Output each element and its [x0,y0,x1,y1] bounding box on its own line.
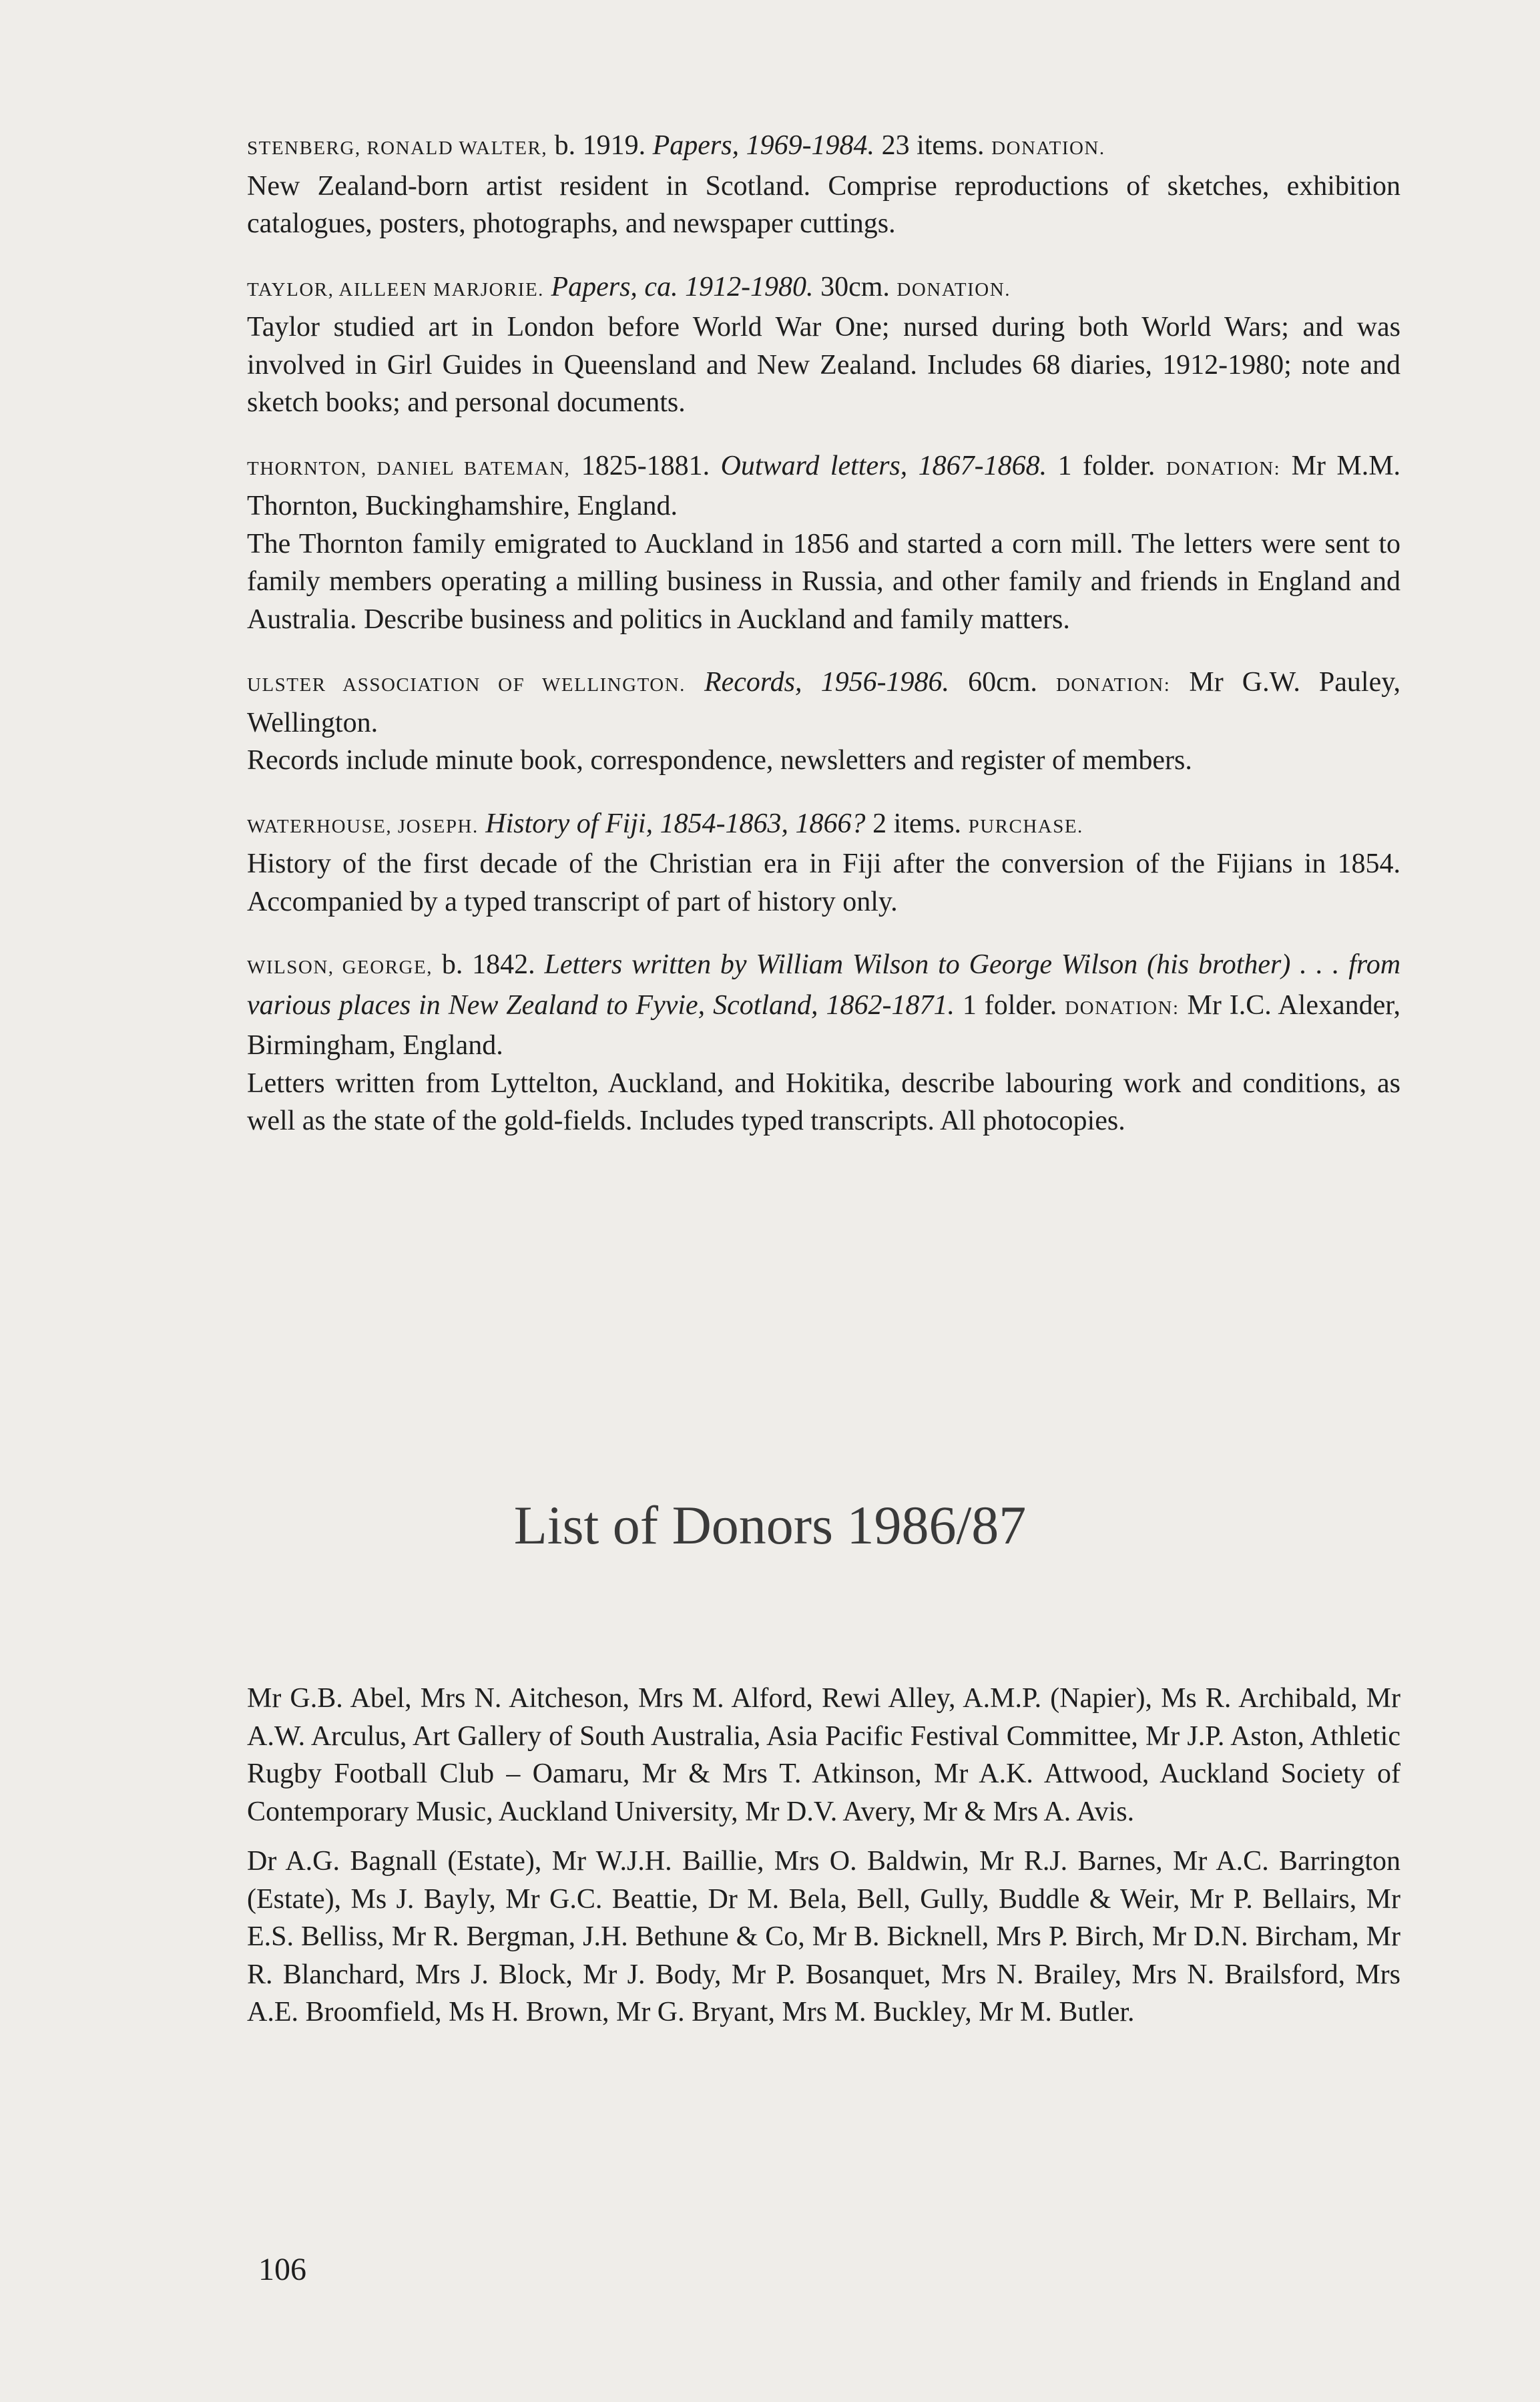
entry-name: WILSON, GEORGE, [247,957,433,978]
entry-extent: 23 items. [881,130,985,161]
entry-name: THORNTON, DANIEL BATEMAN, [247,457,571,479]
catalogue-entries [247,127,1400,1166]
catalogue-entry [247,805,1400,921]
entry-name: STENBERG, RONALD WALTER, [247,138,548,159]
donors-paragraph-a: Mr G.B. Abel, Mrs N. Aitcheson, Mrs M. Alford, Rewi Alley, A.M.P. (Napier), Ms R. Archibald, Mr A.W. Arculus, Art Gallery of South Australia, Asia Pacific Festival Committee, Mr J.P. Aston, Athletic Rugby Football Club – Oamaru, Mr & Mrs T. Atkinson, Mr A.K. Attwood, Auckland Society of Contemporary Music, Auckland University, Mr D.V. Avery, Mr & Mrs A. Avis. [247,1683,1400,1827]
entry-extent: 1 folder. [962,989,1057,1021]
entry-acquisition: DONATION: [1055,674,1171,696]
entry-dates: 1825-1881. [581,450,710,481]
entry-description: New Zealand-born artist resident in Scotland. Comprise reproductions of sketches, exhibition catalogues, posters, photographs, and newspaper cuttings. [247,170,1400,239]
entry-dates: b. 1842. [441,949,535,980]
entry-extent: 2 items. [872,808,962,839]
entry-heading [247,805,1400,846]
entry-heading [247,664,1400,742]
entry-acquisition: DONATION: [1166,457,1281,479]
catalogue-entry [247,447,1400,639]
entry-title: History of Fiji, 1854-1863, 1866? [485,808,866,839]
entry-name: WATERHOUSE, JOSEPH. [247,815,479,837]
entry-description: Records include minute book, correspondence, newsletters and register of members. [247,745,1192,776]
entry-heading [247,127,1400,168]
entry-extent: 30cm. [820,271,890,302]
entry-source: Mr I.C. Alexander, Birmingham, England. [247,989,1401,1061]
catalogue-entry [247,946,1400,1140]
entry-acquisition: DONATION. [896,278,1011,300]
donors-heading: List of Donors 1986/87 [513,1495,1027,1555]
entry-description: Letters written from Lyttelton, Auckland, and Hokitika, describe labouring work and conditions, as well as the state of the gold-fields. Includes typed transcripts. All photocopies. [247,1067,1400,1136]
entry-acquisition: DONATION: [1065,997,1180,1019]
entry-extent: 60cm. [968,667,1037,698]
entry-dates: b. 1919. [554,130,646,161]
donors-list [247,1680,1400,2044]
entry-acquisition: PURCHASE. [968,815,1083,837]
entry-title: Papers, 1969-1984. [652,130,875,161]
entry-title: Letters written by William Wilson to George Wilson (his brother) . . . from various places in New Zealand to Fyvie, Scotland, 1862-1871. [247,949,1401,1021]
entry-title: Outward letters, 1867-1868. [720,450,1047,481]
entry-title: Papers, ca. 1912-1980. [551,271,814,302]
entry-source: Mr M.M. Thornton, Buckinghamshire, England. [247,450,1401,521]
catalogue-entry [247,268,1400,422]
entry-title: Records, 1956-1986. [704,667,950,698]
donors-paragraph-b: Dr A.G. Bagnall (Estate), Mr W.J.H. Baillie, Mrs O. Baldwin, Mr R.J. Barnes, Mr A.C. Barrington (Estate), Ms J. Bayly, Mr G.C. Beattie, Dr M. Bela, Bell, Gully, Buddle & Weir, Mr P. Bellairs, Mr E.S. Belliss, Mr R. Bergman, J.H. Bethune & Co, Mr B. Bicknell, Mrs P. Birch, Mr D.N. Bircham, Mr R. Blanchard, Mrs J. Block, Mr J. Body, Mr P. Bosanquet, Mrs N. Brailey, Mrs N. Brailsford, Mrs A.E. Broomfield, Ms H. Brown, Mr G. Bryant, Mrs M. Buckley, Mr M. Butler. [247,1846,1400,2027]
entry-name: TAYLOR, AILLEEN MARJORIE. [247,278,544,300]
entry-name: ULSTER ASSOCIATION OF WELLINGTON. [247,674,686,696]
entry-heading [247,946,1400,1065]
entry-source: Mr G.W. Pauley, Wellington. [247,667,1401,738]
entry-acquisition: DONATION. [991,138,1105,159]
catalogue-entry [247,664,1400,780]
entry-description: History of the first decade of the Christian era in Fiji after the conversion of the Fijians in 1854. Accompanied by a typed transcript of part of history only. [247,849,1400,917]
catalogue-entry [247,127,1400,243]
page-number: 106 [258,2252,306,2287]
entry-heading [247,268,1400,309]
entry-description: Taylor studied art in London before World War One; nursed during both World Wars; and was involved in Girl Guides in Queensland and New Zealand. Includes 68 diaries, 1912-1980; note and sketch books; and personal documents. [247,312,1400,418]
entry-heading [247,447,1400,525]
entry-description: The Thornton family emigrated to Auckland in 1856 and started a corn mill. The letters were sent to family members operating a milling business in Russia, and other family and friends in England and Australia. Describe business and politics in Auckland and family matters. [247,528,1400,635]
entry-extent: 1 folder. [1057,450,1156,481]
